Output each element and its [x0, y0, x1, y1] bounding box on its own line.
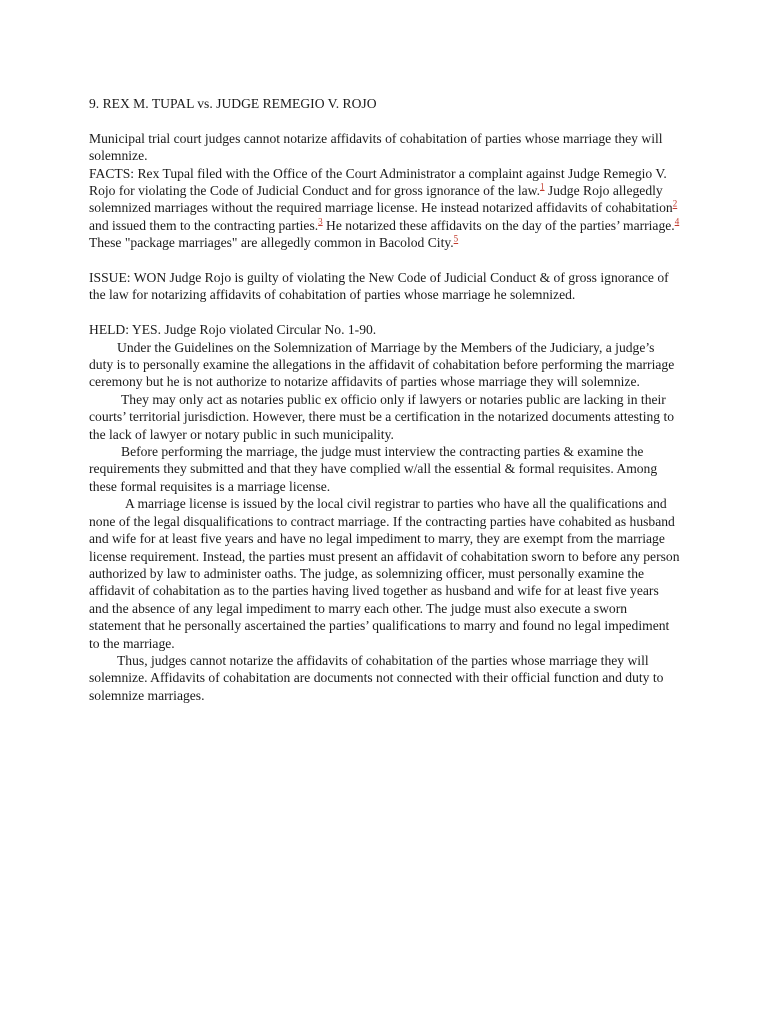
footnote-ref-5[interactable]: 5	[453, 233, 459, 244]
case-title: 9. REX M. TUPAL vs. JUDGE REMEGIO V. ROJO	[89, 96, 377, 111]
held-paragraph-1: Under the Guidelines on the Solemnization of Marriage by the Members of the Judiciary, a judge’s duty is to personally examine the allegations in the affidavit of cohabitation before performing the marriage ceremony but he is not authorize to notarize affidavits of parties whose marriage they will solemnize.	[89, 339, 675, 390]
facts-paragraph	[89, 165, 681, 252]
spacer	[89, 304, 681, 321]
held-paragraph-2: They may only act as notaries public ex officio only if lawyers or notaries public are lacking in their courts’ territorial jurisdiction. However, there must be a certification in the notarized documents attesting to the lack of lawyer or notary public in such municipality.	[89, 391, 675, 442]
facts-text-5: These "package marriages" are allegedly common in Bacolod City.	[89, 235, 454, 251]
facts-text-4: He notarized these affidavits on the day of the parties’ marriage.	[322, 217, 675, 233]
held-paragraph-3: Before performing the marriage, the judge must interview the contracting parties & examine the requirements they submitted and that they have complied w/all the essential & formal requisites. Among these formal requisites is a marriage license.	[89, 444, 658, 494]
issue-paragraph: ISSUE: WON Judge Rojo is guilty of violating the New Code of Judicial Conduct & of gross ignorance of the law for notarizing affidavits of cohabitation of parties whose marriage he solemnized.	[89, 270, 669, 303]
held-paragraph-4: A marriage license is issued by the local civil registrar to parties who have all the qualifications and none of the legal disqualifications to contract marriage. If the contracting parties have cohabited as husband and wife for at least five years and have no legal impediment to marry, they are exempt from the marriage license requirement. Instead, the parties must present an affidavit of cohabitation sworn to before any person authorized by law to administer oaths. The judge, as solemnizing officer, must personally examine the affidavit of cohabitation as to the parties having lived together as husband and wife for at least five years and the absence of any legal impediment to marry each other. The judge must also execute a sworn statement that he personally ascertained the parties’ qualifications to marry and found no legal impediment to the marriage.	[89, 496, 680, 651]
facts-text-1: FACTS: Rex Tupal filed with the Office of the Court Administrator a complaint against Judge Remegio V. Rojo for violating the Code of Judicial Conduct and for gross ignorance of the law.	[89, 165, 667, 199]
footnote-ref-4[interactable]: 4	[674, 216, 680, 227]
held-heading: HELD: YES. Judge Rojo violated Circular No. 1-90.	[89, 322, 377, 338]
document-page	[89, 95, 681, 704]
spacer	[89, 252, 681, 269]
held-paragraph-5: Thus, judges cannot notarize the affidavits of cohabitation of the parties whose marriage they will solemnize. Affidavits of cohabitation are documents not connected with their official function and duty to solemnize marriages.	[89, 652, 664, 703]
doctrine-statement: Municipal trial court judges cannot notarize affidavits of cohabitation of parties whose marriage they will solemnize.	[89, 130, 663, 164]
footnote-ref-2[interactable]: 2	[672, 198, 678, 209]
facts-text-2: Judge Rojo allegedly solemnized marriages without the required marriage license. He instead notarized affidavits of cohabitation	[89, 183, 673, 216]
footnote-ref-1[interactable]: 1	[540, 181, 545, 192]
facts-text-3: and issued them to the contracting parties.	[89, 217, 319, 233]
footnote-ref-3[interactable]: 3	[318, 216, 323, 227]
